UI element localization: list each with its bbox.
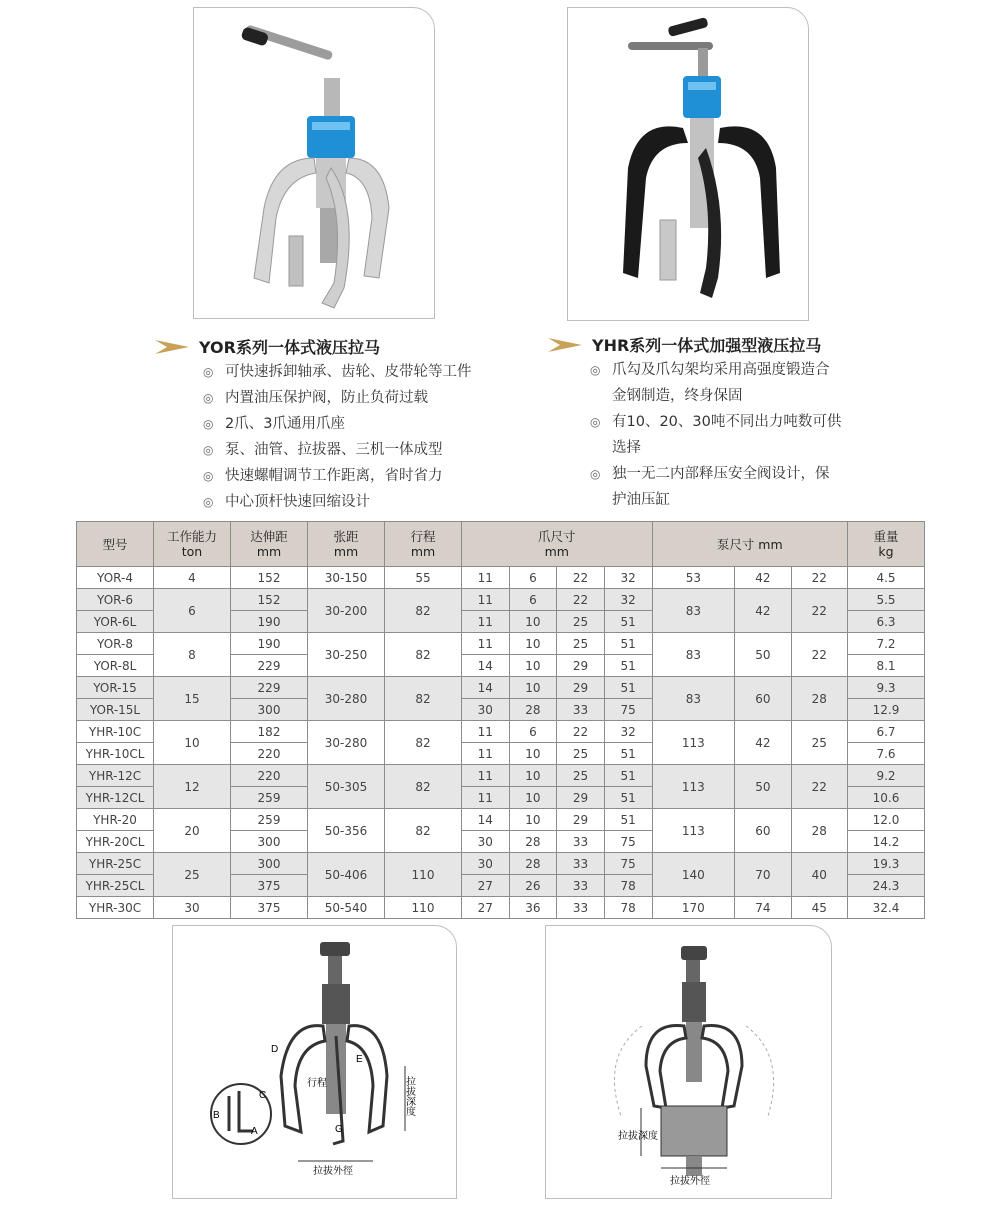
cell-jaw: 27 <box>462 897 510 919</box>
header-capacity: 工作能力 ton <box>154 522 231 567</box>
yhr-title-text: YHR系列一体式加强型液压拉马 <box>592 336 822 355</box>
cell-pump: 60 <box>735 809 791 853</box>
cell-pump: 22 <box>791 567 847 589</box>
cell-jaw: 10 <box>509 677 557 699</box>
cell-model: YHR-20 <box>77 809 154 831</box>
cell-reach: 182 <box>231 721 308 743</box>
cell-spread: 50-540 <box>308 897 385 919</box>
circle-bullet-icon: ◎ <box>203 469 214 483</box>
cell-weight: 14.2 <box>848 831 925 853</box>
cell-jaw: 32 <box>604 567 652 589</box>
cell-reach: 190 <box>231 611 308 633</box>
yor-diagram-drawing <box>173 926 456 1198</box>
cell-stroke: 82 <box>385 633 462 677</box>
cell-reach: 300 <box>231 853 308 875</box>
table-row <box>77 633 925 655</box>
yor-section-title <box>155 335 380 358</box>
cell-pump: 74 <box>735 897 791 919</box>
header-pump: 泵尺寸 mm <box>652 522 848 567</box>
circle-bullet-icon: ◎ <box>203 443 214 457</box>
yor-dimension-diagram <box>172 925 457 1199</box>
spec-table <box>76 521 925 919</box>
yhr-puller-illustration <box>568 8 808 320</box>
table-header-row <box>77 522 925 567</box>
cell-jaw: 78 <box>604 875 652 897</box>
cell-spread: 50-356 <box>308 809 385 853</box>
cell-capacity: 25 <box>154 853 231 897</box>
cell-weight: 6.7 <box>848 721 925 743</box>
cell-jaw: 26 <box>509 875 557 897</box>
cell-jaw: 10 <box>509 633 557 655</box>
list-item: ◎ 2爪、3爪通用爪座 <box>203 411 533 437</box>
cell-jaw: 75 <box>604 831 652 853</box>
cell-capacity: 12 <box>154 765 231 809</box>
label-depth: 拉拔深度 <box>403 1076 415 1116</box>
cell-weight: 9.3 <box>848 677 925 699</box>
cell-reach: 300 <box>231 699 308 721</box>
header-jaw: 爪尺寸 mm <box>462 522 653 567</box>
label-a: A <box>251 1126 258 1137</box>
cell-reach: 259 <box>231 787 308 809</box>
cell-jaw: 32 <box>604 721 652 743</box>
table-row <box>77 853 925 875</box>
cell-reach: 259 <box>231 809 308 831</box>
cell-jaw: 10 <box>509 765 557 787</box>
cell-pump: 60 <box>735 677 791 721</box>
list-item: ◎ 快速螺帽调节工作距离，省时省力 <box>203 463 533 489</box>
cell-pump: 42 <box>735 721 791 765</box>
cell-weight: 7.6 <box>848 743 925 765</box>
cell-jaw: 30 <box>462 699 510 721</box>
circle-bullet-icon: ◎ <box>203 495 214 509</box>
yhr-feature-list <box>590 357 870 513</box>
cell-weight: 8.1 <box>848 655 925 677</box>
cell-spread: 30-200 <box>308 589 385 633</box>
label-depth: 拉拔深度 <box>618 1131 658 1142</box>
cell-pump: 83 <box>652 633 735 677</box>
cell-reach: 190 <box>231 633 308 655</box>
yhr-diagram-drawing <box>546 926 831 1198</box>
yor-puller-illustration <box>194 8 434 318</box>
cell-model: YOR-4 <box>77 567 154 589</box>
cell-pump: 45 <box>791 897 847 919</box>
list-item: ◎ 可快速拆卸轴承、齿轮、皮带轮等工件 <box>203 359 533 385</box>
header-spread: 张距 mm <box>308 522 385 567</box>
cell-pump: 42 <box>735 567 791 589</box>
yor-product-photo <box>193 7 435 319</box>
cell-model: YHR-30C <box>77 897 154 919</box>
spec-table-body <box>77 567 925 919</box>
chevron-arrow-icon <box>548 337 582 353</box>
cell-jaw: 28 <box>509 699 557 721</box>
cell-jaw: 10 <box>509 611 557 633</box>
cell-weight: 7.2 <box>848 633 925 655</box>
cell-reach: 152 <box>231 589 308 611</box>
cell-jaw: 51 <box>604 611 652 633</box>
cell-pump: 28 <box>791 809 847 853</box>
cell-model: YHR-10C <box>77 721 154 743</box>
cell-jaw: 6 <box>509 567 557 589</box>
cell-pump: 42 <box>735 589 791 633</box>
cell-reach: 220 <box>231 743 308 765</box>
cell-jaw: 28 <box>509 831 557 853</box>
cell-jaw: 10 <box>509 655 557 677</box>
cell-model: YHR-12C <box>77 765 154 787</box>
label-g: G <box>335 1124 343 1135</box>
label-outer: 拉拔外徑 <box>670 1176 710 1187</box>
cell-stroke: 110 <box>385 853 462 897</box>
cell-pump: 170 <box>652 897 735 919</box>
cell-jaw: 32 <box>604 589 652 611</box>
cell-stroke: 82 <box>385 721 462 765</box>
list-item: ◎ 中心顶杆快速回缩设计 <box>203 489 533 515</box>
cell-weight: 12.9 <box>848 699 925 721</box>
cell-jaw: 11 <box>462 589 510 611</box>
cell-capacity: 30 <box>154 897 231 919</box>
cell-jaw: 51 <box>604 787 652 809</box>
cell-stroke: 82 <box>385 677 462 721</box>
cell-capacity: 15 <box>154 677 231 721</box>
header-stroke: 行程 mm <box>385 522 462 567</box>
table-row <box>77 897 925 919</box>
cell-pump: 50 <box>735 633 791 677</box>
cell-jaw: 6 <box>509 589 557 611</box>
cell-capacity: 4 <box>154 567 231 589</box>
cell-stroke: 110 <box>385 897 462 919</box>
circle-bullet-icon: ◎ <box>203 365 214 379</box>
cell-capacity: 20 <box>154 809 231 853</box>
list-item: ◎ 内置油压保护阀，防止负荷过载 <box>203 385 533 411</box>
cell-jaw: 51 <box>604 743 652 765</box>
cell-pump: 113 <box>652 721 735 765</box>
list-item: ◎ 有10、20、30吨不同出力吨数可供 选择 <box>590 409 870 461</box>
cell-pump: 70 <box>735 853 791 897</box>
cell-model: YHR-20CL <box>77 831 154 853</box>
table-row <box>77 567 925 589</box>
circle-bullet-icon: ◎ <box>590 363 601 377</box>
cell-jaw: 29 <box>557 809 605 831</box>
cell-weight: 12.0 <box>848 809 925 831</box>
cell-jaw: 6 <box>509 721 557 743</box>
cell-stroke: 82 <box>385 589 462 633</box>
circle-bullet-icon: ◎ <box>590 415 601 429</box>
cell-jaw: 28 <box>509 853 557 875</box>
cell-jaw: 10 <box>509 787 557 809</box>
cell-jaw: 14 <box>462 677 510 699</box>
label-b: B <box>213 1110 220 1121</box>
cell-pump: 22 <box>791 765 847 809</box>
table-row <box>77 589 925 611</box>
cell-jaw: 33 <box>557 699 605 721</box>
cell-pump: 28 <box>791 677 847 721</box>
cell-weight: 24.3 <box>848 875 925 897</box>
cell-reach: 229 <box>231 677 308 699</box>
cell-jaw: 78 <box>604 897 652 919</box>
cell-spread: 30-280 <box>308 721 385 765</box>
cell-jaw: 11 <box>462 611 510 633</box>
cell-model: YHR-12CL <box>77 787 154 809</box>
cell-weight: 6.3 <box>848 611 925 633</box>
cell-model: YHR-10CL <box>77 743 154 765</box>
table-row <box>77 677 925 699</box>
cell-jaw: 14 <box>462 809 510 831</box>
cell-pump: 113 <box>652 809 735 853</box>
cell-pump: 22 <box>791 633 847 677</box>
cell-pump: 50 <box>735 765 791 809</box>
cell-capacity: 6 <box>154 589 231 633</box>
cell-model: YOR-8L <box>77 655 154 677</box>
yhr-dimension-diagram <box>545 925 832 1199</box>
cell-weight: 32.4 <box>848 897 925 919</box>
cell-reach: 300 <box>231 831 308 853</box>
cell-jaw: 29 <box>557 655 605 677</box>
cell-jaw: 11 <box>462 787 510 809</box>
cell-jaw: 33 <box>557 831 605 853</box>
circle-bullet-icon: ◎ <box>203 391 214 405</box>
header-reach: 达伸距 mm <box>231 522 308 567</box>
cell-reach: 375 <box>231 897 308 919</box>
cell-jaw: 22 <box>557 721 605 743</box>
cell-weight: 19.3 <box>848 853 925 875</box>
cell-jaw: 25 <box>557 743 605 765</box>
table-row <box>77 809 925 831</box>
cell-jaw: 51 <box>604 677 652 699</box>
circle-bullet-icon: ◎ <box>590 467 601 481</box>
cell-jaw: 51 <box>604 633 652 655</box>
cell-weight: 5.5 <box>848 589 925 611</box>
cell-model: YOR-8 <box>77 633 154 655</box>
cell-jaw: 11 <box>462 743 510 765</box>
cell-jaw: 33 <box>557 853 605 875</box>
cell-jaw: 29 <box>557 677 605 699</box>
cell-weight: 10.6 <box>848 787 925 809</box>
cell-jaw: 30 <box>462 853 510 875</box>
cell-jaw: 33 <box>557 897 605 919</box>
cell-spread: 50-305 <box>308 765 385 809</box>
cell-jaw: 10 <box>509 809 557 831</box>
cell-jaw: 51 <box>604 809 652 831</box>
cell-jaw: 25 <box>557 611 605 633</box>
cell-jaw: 11 <box>462 567 510 589</box>
cell-jaw: 30 <box>462 831 510 853</box>
cell-stroke: 82 <box>385 765 462 809</box>
table-row <box>77 765 925 787</box>
cell-spread: 30-250 <box>308 633 385 677</box>
cell-model: YOR-6 <box>77 589 154 611</box>
cell-spread: 30-150 <box>308 567 385 589</box>
cell-model: YHR-25C <box>77 853 154 875</box>
circle-bullet-icon: ◎ <box>203 417 214 431</box>
cell-jaw: 36 <box>509 897 557 919</box>
cell-spread: 30-280 <box>308 677 385 721</box>
cell-jaw: 22 <box>557 589 605 611</box>
cell-jaw: 25 <box>557 765 605 787</box>
cell-model: YOR-15L <box>77 699 154 721</box>
cell-pump: 53 <box>652 567 735 589</box>
yhr-section-title <box>548 333 821 356</box>
list-item: ◎ 爪勾及爪勾架均采用高强度锻造合 金钢制造，终身保固 <box>590 357 870 409</box>
cell-jaw: 51 <box>604 655 652 677</box>
cell-jaw: 27 <box>462 875 510 897</box>
label-d: D <box>271 1044 279 1055</box>
yor-feature-list <box>203 359 533 515</box>
cell-model: YHR-25CL <box>77 875 154 897</box>
label-c: C <box>259 1090 267 1101</box>
header-model: 型号 <box>77 522 154 567</box>
cell-reach: 220 <box>231 765 308 787</box>
cell-jaw: 33 <box>557 875 605 897</box>
yor-title-text: YOR系列一体式液压拉马 <box>199 338 380 357</box>
cell-stroke: 82 <box>385 809 462 853</box>
cell-jaw: 22 <box>557 567 605 589</box>
cell-jaw: 51 <box>604 765 652 787</box>
cell-weight: 4.5 <box>848 567 925 589</box>
cell-stroke: 55 <box>385 567 462 589</box>
cell-pump: 83 <box>652 677 735 721</box>
cell-jaw: 11 <box>462 633 510 655</box>
cell-jaw: 14 <box>462 655 510 677</box>
cell-reach: 229 <box>231 655 308 677</box>
table-row <box>77 721 925 743</box>
cell-pump: 83 <box>652 589 735 633</box>
cell-jaw: 11 <box>462 765 510 787</box>
cell-weight: 9.2 <box>848 765 925 787</box>
cell-capacity: 8 <box>154 633 231 677</box>
cell-jaw: 25 <box>557 633 605 655</box>
cell-pump: 25 <box>791 721 847 765</box>
cell-pump: 140 <box>652 853 735 897</box>
yhr-product-photo <box>567 7 809 321</box>
header-weight: 重量 kg <box>848 522 925 567</box>
cell-jaw: 75 <box>604 699 652 721</box>
cell-jaw: 10 <box>509 743 557 765</box>
cell-jaw: 11 <box>462 721 510 743</box>
list-item: ◎ 泵、油管、拉拔器、三机一体成型 <box>203 437 533 463</box>
label-stroke: 行程 <box>307 1078 327 1089</box>
cell-pump: 113 <box>652 765 735 809</box>
cell-model: YOR-15 <box>77 677 154 699</box>
cell-capacity: 10 <box>154 721 231 765</box>
cell-pump: 40 <box>791 853 847 897</box>
cell-spread: 50-406 <box>308 853 385 897</box>
cell-jaw: 75 <box>604 853 652 875</box>
cell-reach: 375 <box>231 875 308 897</box>
chevron-arrow-icon <box>155 339 189 355</box>
cell-reach: 152 <box>231 567 308 589</box>
cell-pump: 22 <box>791 589 847 633</box>
list-item: ◎ 独一无二内部释压安全阀设计，保 护油压缸 <box>590 461 870 513</box>
label-outer: 拉拔外徑 <box>313 1166 353 1177</box>
cell-jaw: 29 <box>557 787 605 809</box>
cell-model: YOR-6L <box>77 611 154 633</box>
label-e: E <box>356 1054 363 1065</box>
